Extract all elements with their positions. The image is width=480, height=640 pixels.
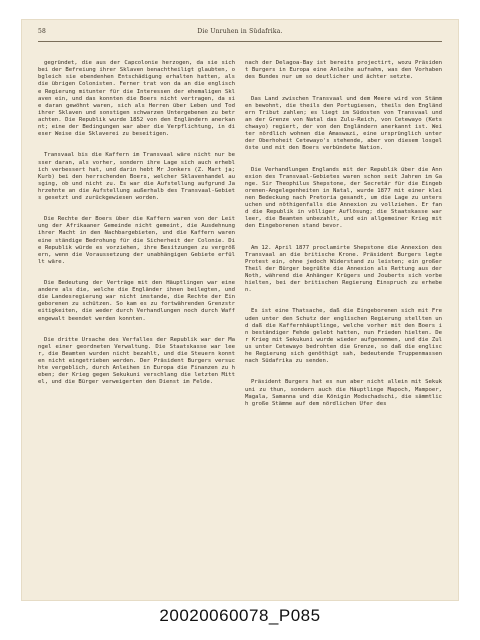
running-head: Die Unruhen in Südafrika. (197, 28, 283, 35)
paragraph: Präsident Burgers hat es nun aber nicht allein mit Sekukuni zu thun, sondern auch die Häuptlinge Mapoch, Mampoer, Magala, Samanna und die Königin Modschadschi, die sämmtlich große Stämme auf dem nördlichen Ufer des (245, 379, 446, 407)
paragraph: Am 12. April 1877 proclamirte Shepstone die Annexion des Transvaal an die britische Krone. Präsident Burgers legte Protest ein, ohne jedoch Widerstand zu leisten; ein großer Theil der Bürger begrüßte die Annexion als Rettung aus der Noth, während die Anhänger Krügers und Jouberts sich vorbehielten, bei der britischen Regierung Einspruch zu erheben. (245, 244, 446, 294)
paragraph: Das Land zwischen Transvaal und dem Meere wird von Stämmen bewohnt, die theils den Portugiesen, theils den Engländern Tribut zahlen; es liegt im Südosten von Transvaal und an der Grenze von Natal das Zulu-Reich, von Cetewayo (Ketschwayo) regiert, der von den Engländern anerkannt ist. Weiter nördlich wohnen die Amaswazi, eine ursprünglich unter der Oberhoheit Cetewayo's stehende, aber von diesem losgelöste und mit den Boers verbündete Nation. (245, 95, 446, 152)
paragraph: gegründet, die aus der Capcolonie herzogen, da sie sich bei der Befreiung ihrer Sklaven benachtheiligt glaubten, obgleich sie ebendenhen Entschädigung erhalten hatten, als die übrigen Colonisten. Ferner trat von da an die englische Regierung mitunter für die Interessen der ehemaligen Sklaven ein, und das konnten die Boers nicht vertragen, da sie daran gewöhnt waren, sich als Herren über Leben und Tod ihrer Sklaven und sonstigen schwarzen Untergebenen zu betrachten. Die Republik wurde 1852 von den Engländern anerkannt; eine der Bedingungen war aber die Verpflichtung, in dieser Weise die Sklaverei zu beseitigen. (38, 60, 239, 138)
paragraph: Die dritte Ursache des Verfalles der Republik war der Mangel einer geordneten Verwaltung. Die Staatskasse war leer, die Beamten wurden nicht bezahlt, und die Steuern konnten nicht eingetrieben werden. Der Präsident Burgers versuchte vergeblich, durch Anleihen in Europa die Finanzen zu heben; der Krieg gegen Sekukuni verschlang die letzten Mittel, und die Bürger verweigerten den Dienst im Felde. (38, 336, 235, 386)
text-column-right (245, 46, 446, 590)
paragraph: Die Bedeutung der Verträge mit den Häuptlingen war eine andere als die, welche die Engländer ihnen beilegten, und die Landesregierung war nicht imstande, die Rechte der Eingeborenen zu schützen. So kam es zu fortwährenden Grenzstreitigkeiten, die weder durch Verhandlungen noch durch Waffengewalt beendet werden konnten. (38, 280, 239, 322)
paragraph: Es ist eine Thatsache, daß die Eingeborenen sich mit Freuden unter den Schutz der englischen Regierung stellten und daß die Kaffernhäuptlinge, welche vorher mit den Boers in beständiger Fehde gelebt hatten, nun Frieden hielten. Der Krieg mit Sekukuni wurde wieder aufgenommen, und die Zulus unter Cetewayo bedrohten die Grenze, so daß die englische Regierung sich genöthigt sah, bedeutende Truppenmassen nach Südafrika zu senden. (245, 308, 446, 365)
header-rule (38, 41, 442, 42)
text-column-left (38, 46, 239, 590)
text-columns (38, 46, 446, 590)
paragraph: Die Rechte der Boers über die Kaffern waren von der Leitung der Afrikaaner Gemeinde nicht gemeint, die Ausdehnung ihrer Macht in den Nachbargebieten, und die Kaffern waren eine ständige Bedrohung für die Sicherheit der Colonie. Die Republik würde es vorziehen, ihre Besitzungen zu vergrößern, wenn die Voraussetzung der unabhängigen Gebiete erfüllt wäre. (38, 216, 239, 265)
book-page (22, 20, 458, 600)
paragraph: Die Verhandlungen Englands mit der Republik über die Annexion des Transvaal-Gebietes waren schon seit Jahren im Gange. Sir Theophilus Shepstone, der Secretär für die Eingeborenen-Angelegenheiten in Natal, wurde 1877 mit einer kleinen Bedeckung nach Pretoria gesandt, um die Lage zu untersuchen und nöthigenfalls die Annexion zu vollziehen. Er fand die Republik in völliger Auflösung; die Staatskasse war leer, die Beamten unbezahlt, und ein allgemeiner Krieg mit den Eingeborenen stand bevor. (245, 166, 446, 230)
paragraph: nach der Delagoa-Bay ist bereits projectirt, wozu Präsident Burgers in Europa eine Anleihe aufnahm, was den Vorhaben des Bundes nur um so deutlicher und ächter setzte. (245, 60, 446, 81)
paragraph: Transvaal bis die Kaffern im Transvaal wäre nicht nur besser daran, als vorher, sondern ihre Lage sich auch erheblich verbessert hat, und darin hebt Mr Jonkers (Z. Mart ja; Kurb) bei den herrschenden Boers, welcher Sklavenhandel ausging, ob und nicht zu. Es war die Aufstellung aufgrund Jahrzehnte an die Aufstellung außerhalb des Transvaal-Gebiets gesetzt und zurückgewiesen worden. (38, 152, 239, 201)
scan-identifier: 20020060078_P085 (159, 606, 321, 625)
page-number: 58 (38, 28, 47, 35)
page-header (38, 28, 442, 40)
